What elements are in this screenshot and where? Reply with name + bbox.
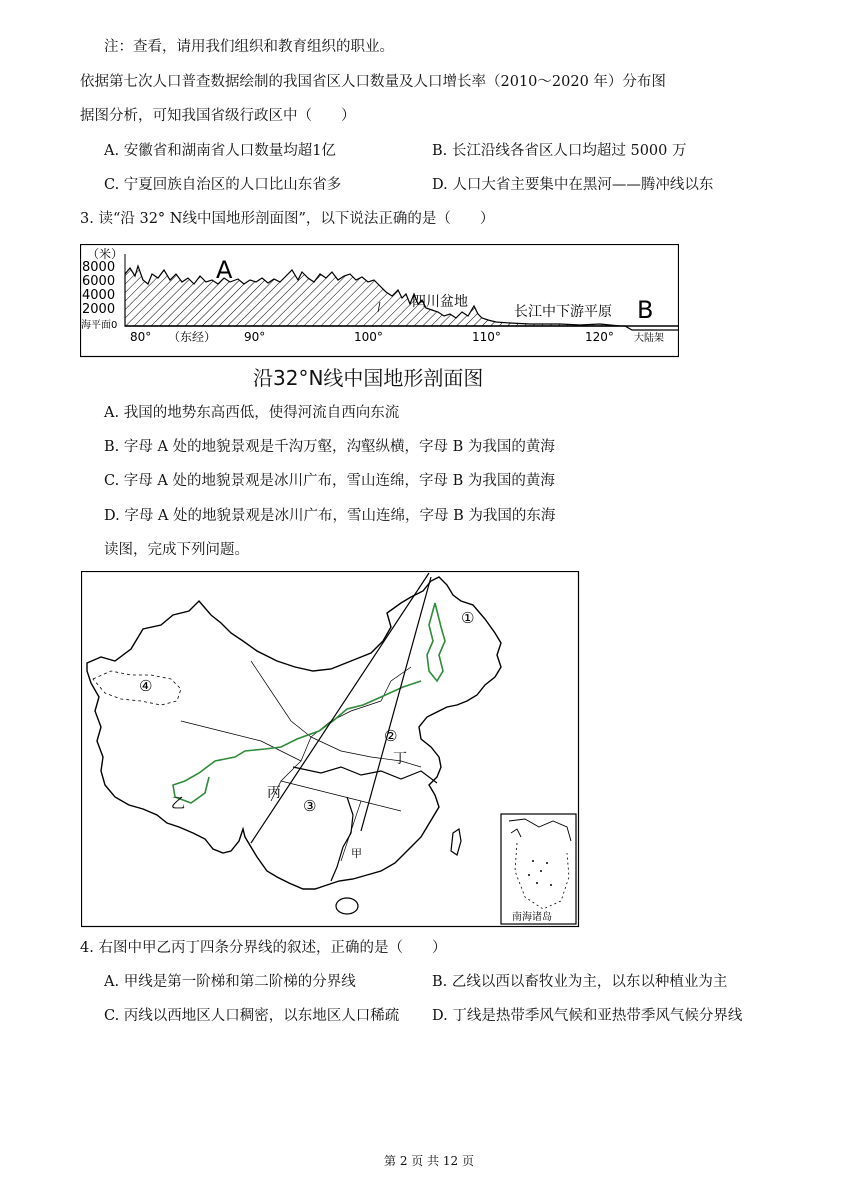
- q4-option-c: C. 丙线以西地区人口稠密，以东地区人口稀疏: [104, 1008, 400, 1024]
- profile-label-basin: 四川盆地: [412, 294, 468, 310]
- q3-option-a: A. 我国的地势东高西低，使得河流自西向东流: [104, 405, 400, 421]
- terrain-profile-figure: [80, 244, 679, 358]
- q4-option-d: D. 丁线是热带季风气候和亚热带季风气候分界线: [432, 1008, 743, 1024]
- map-line-label-ding: 丁: [393, 751, 407, 767]
- q3-option-d: D. 字母 A 处的地貌景观是冰川广布，雪山连绵，字母 B 为我国的东海: [104, 508, 556, 524]
- map-line-label-jia: 甲: [351, 847, 362, 860]
- map-marker-1: ①: [461, 609, 475, 627]
- top-note: 注：查看，请用我们组织和教育组织的职业。: [104, 39, 394, 55]
- q4-stem: 4. 右图中甲乙丙丁四条分界线的叙述，正确的是（ ）: [80, 940, 447, 956]
- map-line-label-bing: 丙: [267, 785, 281, 801]
- y-tick-8000: 8000: [82, 260, 116, 275]
- y-tick-2000: 2000: [82, 302, 116, 317]
- profile-label-plain: 长江中下游平原: [514, 304, 612, 320]
- read-figure-instruction: 读图，完成下列问题。: [104, 542, 249, 558]
- q2-stem-line1: 依据第七次人口普查数据绘制的我国省区人口数量及人口增长率（2010～2020 年）分布图: [80, 74, 666, 90]
- q2-stem-line2: 据图分析，可知我国省级行政区中（ ）: [80, 108, 356, 124]
- profile-label-shelf: 大陆架: [634, 333, 664, 344]
- y-unit-label: （米）: [87, 247, 124, 261]
- inset-label: 南海诸岛: [512, 912, 552, 923]
- x-tick-100: 100°: [354, 330, 383, 344]
- y-tick-sea-level: 海平面0: [81, 320, 118, 331]
- south-china-sea-inset: [501, 814, 576, 924]
- y-tick-4000: 4000: [82, 288, 116, 303]
- q4-option-a: A. 甲线是第一阶梯和第二阶梯的分界线: [104, 974, 356, 990]
- q3-option-b: B. 字母 A 处的地貌景观是千沟万壑，沟壑纵横，字母 B 为我国的黄海: [104, 439, 555, 455]
- q2-option-c: C. 宁夏回族自治区的人口比山东省多: [104, 177, 342, 193]
- q2-option-a: A. 安徽省和湖南省人口数量均超1亿: [104, 143, 336, 159]
- map-marker-2: ②: [384, 727, 398, 745]
- map-marker-3: ③: [303, 797, 317, 815]
- q4-option-b: B. 乙线以西以畜牧业为主，以东以种植业为主: [432, 974, 728, 990]
- profile-label-b: B: [637, 296, 654, 324]
- map-line-label-yi: 乙: [171, 796, 185, 812]
- q2-option-d: D. 人口大省主要集中在黑河——腾冲线以东: [432, 177, 714, 193]
- x-unit-label: （东经）: [168, 330, 217, 344]
- x-tick-90: 90°: [244, 330, 266, 344]
- q3-stem: 3. 读“沿 32° N线中国地形剖面图”，以下说法正确的是（ ）: [80, 211, 495, 227]
- x-tick-110: 110°: [472, 330, 501, 344]
- x-tick-80: 80°: [130, 330, 152, 344]
- profile-title: 沿32°N线中国地形剖面图: [253, 366, 484, 390]
- x-tick-120: 120°: [585, 330, 614, 344]
- map-marker-4: ④: [139, 677, 153, 695]
- profile-label-a: A: [216, 256, 233, 284]
- q3-option-c: C. 字母 A 处的地貌景观是冰川广布，雪山连绵，字母 B 为我国的黄海: [104, 473, 555, 489]
- page-footer: 第 2 页 共 12 页: [384, 1154, 474, 1168]
- china-map-figure: [81, 571, 580, 928]
- y-tick-6000: 6000: [82, 274, 116, 289]
- q2-option-b: B. 长江沿线各省区人口均超过 5000 万: [432, 143, 687, 159]
